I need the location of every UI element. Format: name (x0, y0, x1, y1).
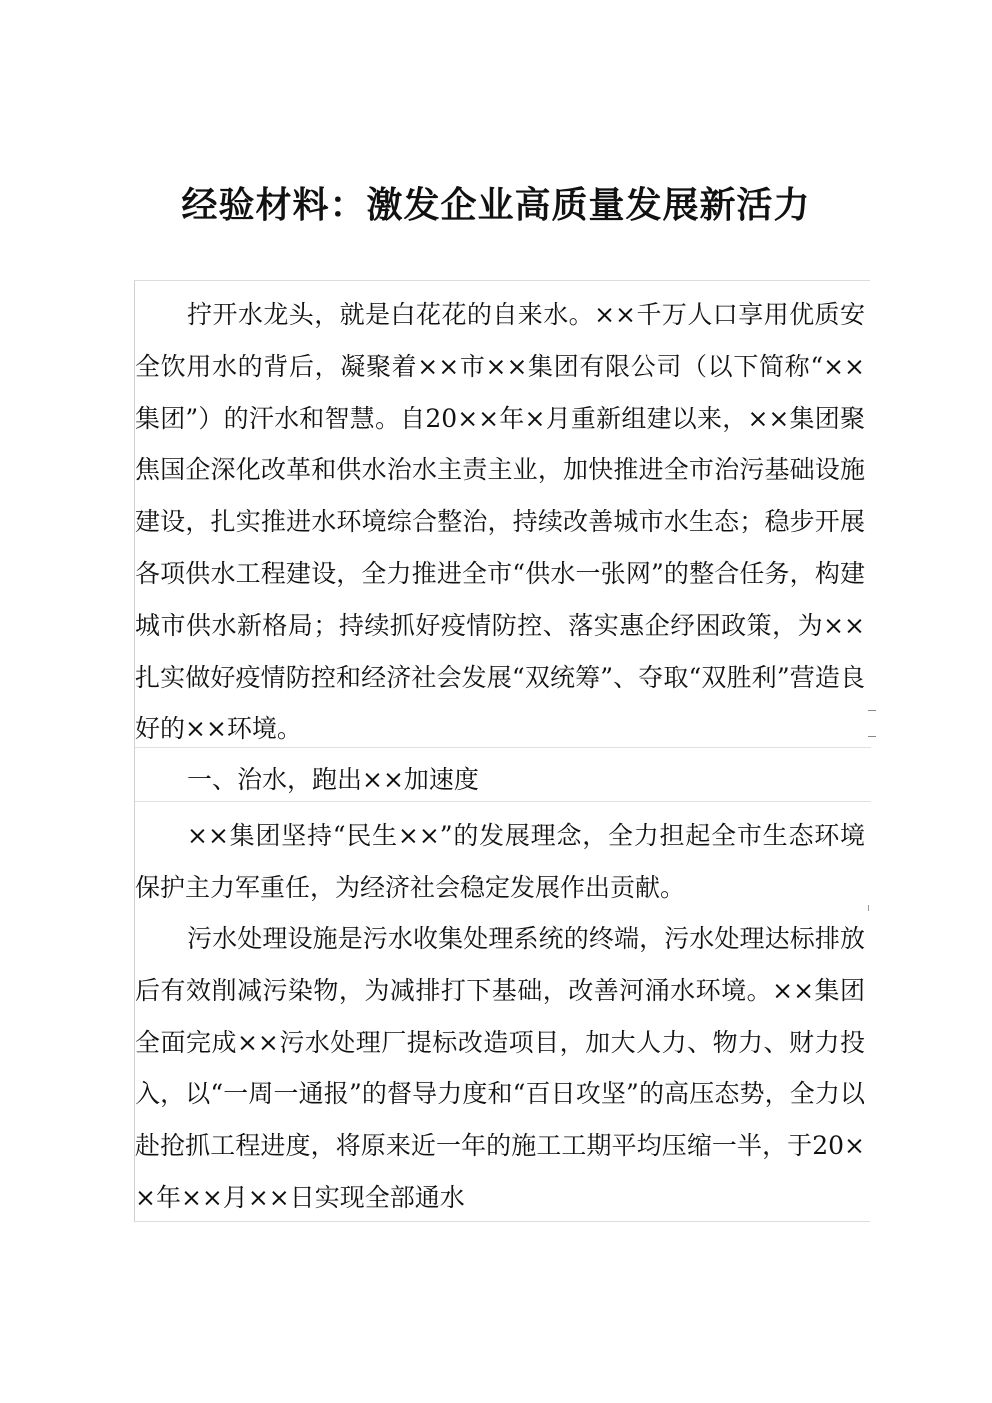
paragraph-section-1-body: 污水处理设施是污水收集处理系统的终端，污水处理达标排放后有效削减污染物，为减排打下基础，改善河涌水环境。××集团全面完成××污水处理厂提标改造项目，加大人力、物力、财力投入，以“一周一通报”的督导力度和“百日攻坚”的高压态势，全力以赴抢抓工程进度，将原来近一年的施工工期平均压缩一半，于20××年××月××日实现全部通水 (135, 924, 865, 1212)
page-title: 经验材料：激发企业高质量发展新活力 (181, 185, 811, 226)
paragraph-divider (135, 801, 871, 802)
paragraph-intro: 拧开水龙头，就是白花花的自来水。××千万人口享用优质安全饮用水的背后，凝聚着××市××集团有限公司（以下简称“××集团”）的汗水和智慧。自20××年×月重新组建以来，××集团聚焦国企深化改革和供水治水主责主业，加快推进全市治污基础设施建设，扎实推进水环境综合整治，持续改善城市水生态；稳步开展各项供水工程建设，全力推进全市“供水一张网”的整合任务，构建城市供水新格局；持续抓好疫情防控、落实惠企纾困政策，为××扎实做好疫情防控和经济社会发展“双统筹”、夺取“双胜利”营造良好的××环境。 (135, 300, 865, 744)
margin-tick (868, 905, 869, 911)
document-body (134, 280, 870, 1222)
paragraph-section-1-intro: ××集团坚持“民生××”的发展理念，全力担起全市生态环境保护主力军重任，为经济社会稳定发展作出贡献。 (135, 821, 865, 902)
section-heading: 一、治水，跑出××加速度 (187, 765, 479, 794)
paragraph-end-mark (868, 710, 876, 711)
paragraph-end-mark (868, 736, 876, 737)
paragraph-divider (135, 747, 871, 748)
